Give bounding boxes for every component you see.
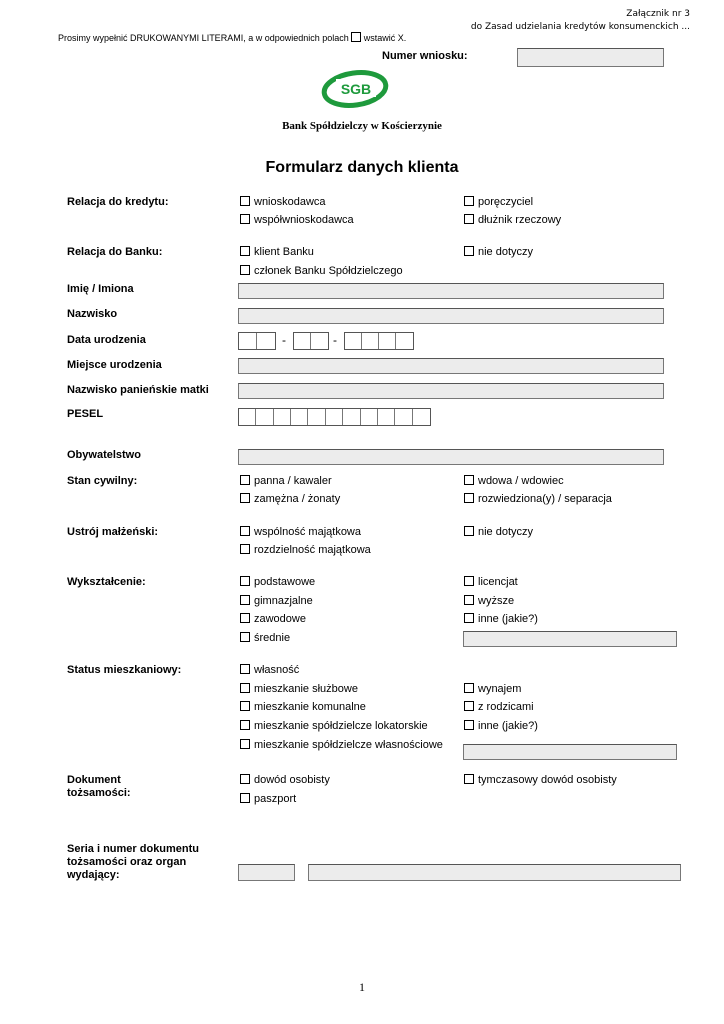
option-label: poręczyciel [478, 196, 534, 208]
checkbox-icon[interactable] [240, 214, 250, 224]
checkbox-icon[interactable] [464, 595, 474, 605]
mother-maiden-label: Nazwisko panieńskie matki [67, 384, 209, 396]
bank-name: Bank Spółdzielczy w Kościerzynie [282, 120, 442, 132]
checkbox-icon[interactable] [240, 701, 250, 711]
option-label: gimnazjalne [254, 595, 313, 607]
option-label: własność [254, 664, 300, 676]
checkbox-icon[interactable] [464, 526, 474, 536]
option-divorced[interactable] [464, 493, 612, 505]
option-temp-id[interactable] [464, 774, 617, 786]
option-secondary[interactable] [240, 632, 290, 644]
instruction-text-end: wstawić X. [363, 33, 407, 43]
date-separator: - [282, 333, 286, 347]
option-coop-tenant[interactable] [240, 720, 428, 732]
option-label: zamężna / żonaty [254, 493, 341, 505]
option-municipal-flat[interactable] [240, 701, 366, 713]
checkbox-icon[interactable] [240, 664, 250, 674]
birth-month-field[interactable] [293, 332, 329, 350]
checkbox-icon[interactable] [464, 214, 474, 224]
id-series-label [67, 843, 199, 882]
option-label: wnioskodawca [254, 196, 326, 208]
option-with-parents[interactable] [464, 701, 534, 713]
property-regime-label: Ustrój małżeński: [67, 526, 159, 538]
logo-text: SGB [340, 81, 372, 97]
option-collateral-debtor[interactable] [464, 214, 561, 226]
id-series-label-line1: Seria i numer dokumentu [67, 843, 200, 855]
bank-relation-label: Relacja do Banku: [67, 246, 163, 258]
option-label: panna / kawaler [254, 475, 332, 487]
id-document-label [67, 774, 131, 800]
option-label: zawodowe [254, 613, 306, 625]
checkbox-icon[interactable] [240, 493, 250, 503]
mother-maiden-field[interactable] [238, 383, 664, 399]
instruction-line [58, 32, 406, 43]
checkbox-icon[interactable] [240, 196, 250, 206]
housing-other-field[interactable] [463, 744, 677, 760]
checkbox-icon[interactable] [240, 526, 250, 536]
id-series-label-line2: tożsamości oraz organ [67, 856, 187, 868]
option-lower-secondary[interactable] [240, 595, 313, 607]
sgb-logo [321, 70, 391, 110]
option-label: średnie [254, 632, 291, 644]
marital-label: Stan cywilny: [67, 475, 138, 487]
option-label: paszport [254, 793, 297, 805]
checkbox-icon[interactable] [240, 793, 250, 803]
checkbox-icon[interactable] [464, 613, 474, 623]
checkbox-icon[interactable] [240, 632, 250, 642]
option-coop-ownership[interactable] [240, 739, 443, 751]
option-label: współwnioskodawca [254, 214, 354, 226]
id-number-issuer-field[interactable] [308, 864, 681, 881]
option-regime-na[interactable] [464, 526, 533, 538]
education-label: Wykształcenie: [67, 576, 146, 588]
application-number-field[interactable] [517, 48, 664, 67]
checkbox-icon[interactable] [240, 576, 250, 586]
option-label: mieszkanie komunalne [254, 701, 366, 713]
option-label: inne (jakie?) [478, 613, 538, 625]
option-label: dłużnik rzeczowy [478, 214, 562, 226]
option-label: nie dotyczy [478, 246, 534, 258]
option-id-card[interactable] [240, 774, 330, 786]
checkbox-icon[interactable] [464, 475, 474, 485]
option-label: podstawowe [254, 576, 316, 588]
option-bachelor[interactable] [464, 576, 518, 588]
option-married[interactable] [240, 493, 340, 505]
option-label: dowód osobisty [254, 774, 330, 786]
option-applicant[interactable] [240, 196, 326, 208]
date-separator: - [333, 333, 337, 347]
checkbox-icon[interactable] [240, 739, 250, 749]
option-housing-other[interactable] [464, 720, 538, 732]
option-widowed[interactable] [464, 475, 564, 487]
checkbox-icon[interactable] [240, 595, 250, 605]
option-bank-member[interactable] [240, 265, 403, 277]
option-joint-property[interactable] [240, 526, 361, 538]
checkbox-icon[interactable] [464, 774, 474, 784]
id-document-label-line2: tożsamości: [67, 787, 131, 799]
option-label: mieszkanie służbowe [254, 683, 358, 695]
checkbox-icon[interactable] [464, 493, 474, 503]
option-vocational[interactable] [240, 613, 306, 625]
birth-date-label: Data urodzenia [67, 334, 146, 346]
option-label: nie dotyczy [478, 526, 534, 538]
form-title: Formularz danych klienta [265, 159, 459, 176]
birth-place-label: Miejsce urodzenia [67, 359, 162, 371]
checkbox-icon[interactable] [464, 683, 474, 693]
option-education-other[interactable] [464, 613, 538, 625]
id-document-label-line1: Dokument [67, 774, 121, 786]
birth-year-field[interactable] [344, 332, 414, 350]
pesel-field[interactable] [238, 408, 431, 426]
option-label: mieszkanie spółdzielcze własnościowe [254, 739, 443, 751]
attachment-label: Załącznik nr 3 [626, 9, 690, 19]
citizenship-label: Obywatelstwo [67, 449, 141, 461]
checkbox-icon[interactable] [240, 683, 250, 693]
id-series-label-line3: wydający: [67, 869, 120, 881]
option-bank-client[interactable] [240, 246, 314, 258]
housing-label: Status mieszkaniowy: [67, 664, 182, 676]
option-guarantor[interactable] [464, 196, 533, 208]
page-number: 1 [359, 980, 365, 994]
citizenship-field[interactable] [238, 449, 664, 465]
option-bank-na[interactable] [464, 246, 533, 258]
option-label: z rodzicami [478, 701, 534, 713]
option-label: wspólność majątkowa [254, 526, 361, 538]
option-label: wdowa / wdowiec [478, 475, 564, 487]
option-label: rozdzielność majątkowa [254, 544, 371, 556]
option-single[interactable] [240, 475, 332, 487]
checkbox-icon[interactable] [240, 613, 250, 623]
checkbox-icon[interactable] [240, 475, 250, 485]
option-label: wyższe [478, 595, 515, 607]
option-passport[interactable] [240, 793, 296, 805]
first-name-field[interactable] [238, 283, 664, 299]
checkbox-icon[interactable] [464, 701, 474, 711]
option-primary[interactable] [240, 576, 315, 588]
option-label: inne (jakie?) [478, 720, 538, 732]
checkbox-icon[interactable] [240, 265, 250, 275]
option-rental[interactable] [464, 683, 521, 695]
option-label: klient Banku [254, 246, 314, 258]
last-name-label: Nazwisko [67, 308, 118, 320]
option-higher[interactable] [464, 595, 514, 607]
option-label: tymczasowy dowód osobisty [478, 774, 617, 786]
education-other-field[interactable] [463, 631, 677, 647]
rules-reference: do Zasad udzielania kredytów konsumenckich ... [470, 22, 690, 32]
option-label: licencjat [478, 576, 518, 588]
checkbox-icon[interactable] [464, 576, 474, 586]
option-owned[interactable] [240, 664, 299, 676]
checkbox-icon[interactable] [240, 774, 250, 784]
checkbox-icon[interactable] [240, 544, 250, 554]
last-name-field[interactable] [238, 308, 664, 324]
checkbox-icon[interactable] [240, 246, 250, 256]
birth-place-field[interactable] [238, 358, 664, 374]
option-label: rozwiedziona(y) / separacja [478, 493, 612, 505]
checkbox-icon[interactable] [464, 196, 474, 206]
option-service-flat[interactable] [240, 683, 358, 695]
id-series-field[interactable] [238, 864, 295, 881]
birth-day-field[interactable] [238, 332, 276, 350]
checkbox-icon[interactable] [240, 720, 250, 730]
option-label: wynajem [478, 683, 522, 695]
checkbox-icon[interactable] [464, 246, 474, 256]
pesel-label: PESEL [67, 408, 104, 420]
option-co-applicant[interactable] [240, 214, 354, 226]
instruction-text: Prosimy wypełnić DRUKOWANYMI LITERAMI, a w odpowiednich polach [58, 33, 349, 43]
checkbox-sample-icon [351, 32, 361, 42]
application-number-label: Numer wniosku: [382, 50, 468, 62]
checkbox-icon[interactable] [464, 720, 474, 730]
option-separate-property[interactable] [240, 544, 371, 556]
option-label: mieszkanie spółdzielcze lokatorskie [254, 720, 428, 732]
credit-relation-label: Relacja do kredytu: [67, 196, 169, 208]
first-name-label: Imię / Imiona [67, 283, 134, 295]
option-label: członek Banku Spółdzielczego [254, 265, 403, 277]
